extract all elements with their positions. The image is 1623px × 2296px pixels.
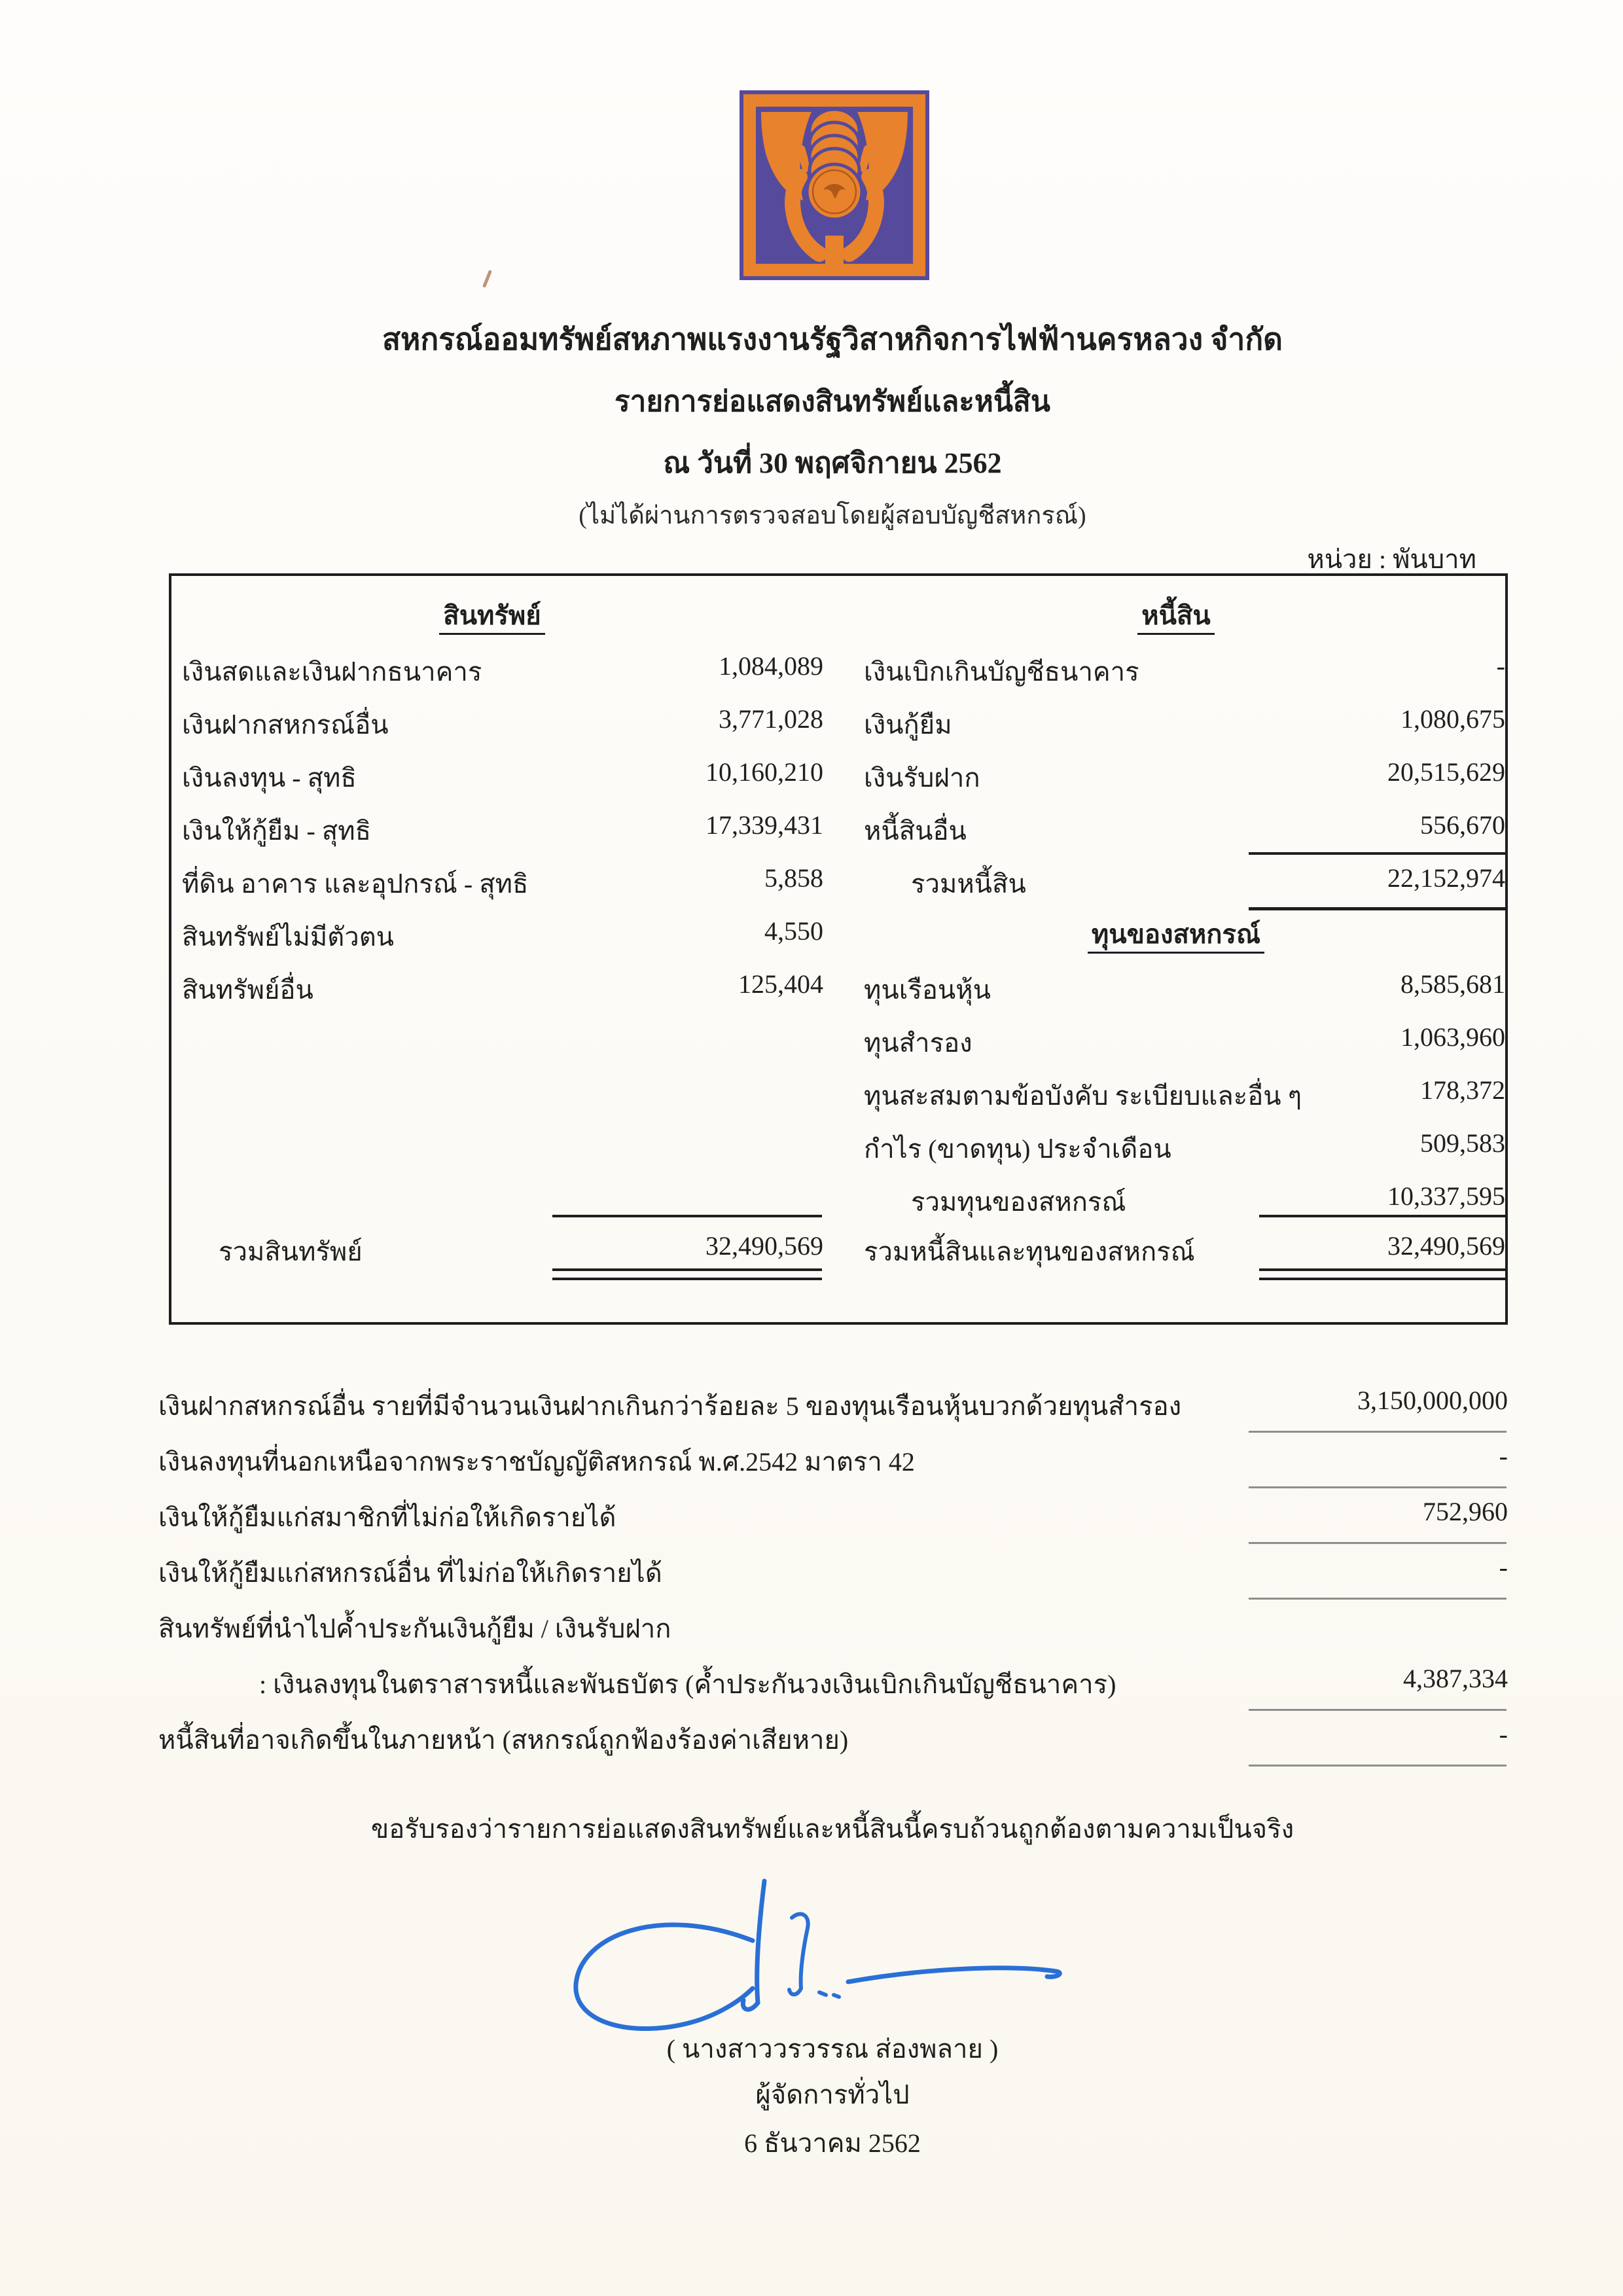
- report-date: ณ วันที่ 30 พฤศจิกายน 2562: [663, 447, 1002, 479]
- asset-row-label: สินทรัพย์อื่น: [182, 975, 313, 1005]
- asset-row-label: ที่ดิน อาคาร และอุปกรณ์ - สุทธิ: [182, 869, 529, 899]
- liability-row-value: 1,080,675: [1400, 704, 1505, 734]
- liability-row-label: หนี้สินอื่น: [864, 816, 967, 846]
- audit-note: (ไม่ได้ผ่านการตรวจสอบโดยผู้สอบบัญชีสหกรณ์): [579, 502, 1086, 529]
- total-liabilities-label: รวมหนี้สิน: [911, 869, 1026, 899]
- asset-row-label: เงินฝากสหกรณ์อื่น: [182, 710, 389, 740]
- report-title: รายการย่อแสดงสินทรัพย์และหนี้สิน: [615, 386, 1050, 418]
- cooperative-logo-icon: [740, 90, 929, 280]
- liability-row-value: -: [1496, 651, 1505, 681]
- note-row-value: -: [1499, 1441, 1508, 1471]
- asset-row-label: เงินสดและเงินฝากธนาคาร: [182, 657, 482, 687]
- balance-sheet-table: [169, 573, 1508, 1325]
- liability-row-label: เงินรับฝาก: [864, 763, 980, 793]
- signature-icon: [556, 1872, 1093, 2052]
- certification-statement: ขอรับรองว่ารายการย่อแสดงสินทรัพย์และหนี้สินนี้ครบถ้วนถูกต้องตามความเป็นจริง: [370, 1814, 1294, 1844]
- note-row-label: : เงินลงทุนในตราสารหนี้และพันธบัตร (ค้ำประกันวงเงินเบิกเกินบัญชีธนาคาร): [259, 1670, 1116, 1699]
- equity-row-value: 178,372: [1420, 1075, 1505, 1105]
- note-row-label: เงินลงทุนที่นอกเหนือจากพระราชบัญญัติสหกรณ์ พ.ศ.2542 มาตรา 42: [158, 1447, 915, 1477]
- note-row-label: หนี้สินที่อาจเกิดขึ้นในภายหน้า (สหกรณ์ถูกฟ้องร้องค่าเสียหาย): [158, 1725, 849, 1755]
- asset-row-value: 1,084,089: [719, 651, 823, 681]
- note-row-label: สินทรัพย์ที่นำไปค้ำประกันเงินกู้ยืม / เงินรับฝาก: [158, 1614, 671, 1643]
- asset-row-label: สินทรัพย์ไม่มีตัวตน: [182, 922, 395, 952]
- equity-row-value: 509,583: [1420, 1128, 1505, 1158]
- note-row-value: 4,387,334: [1403, 1664, 1508, 1693]
- asset-row-label: เงินให้กู้ยืม - สุทธิ: [182, 816, 371, 846]
- equity-row-value: 8,585,681: [1400, 969, 1505, 999]
- total-assets-value: 32,490,569: [705, 1231, 823, 1261]
- equity-row-value: 1,063,960: [1400, 1022, 1505, 1052]
- asset-row-value: 125,404: [738, 969, 823, 999]
- asset-row-value: 10,160,210: [705, 757, 823, 787]
- note-row-value: 752,960: [1423, 1497, 1508, 1526]
- grand-total-label: รวมหนี้สินและทุนของสหกรณ์: [864, 1237, 1195, 1266]
- note-row-label: เงินฝากสหกรณ์อื่น รายที่มีจำนวนเงินฝากเกินกว่าร้อยละ 5 ของทุนเรือนหุ้นบวกด้วยทุนสำรอง: [158, 1391, 1182, 1421]
- asset-row-value: 17,339,431: [705, 810, 823, 840]
- total-equity-value: 10,337,595: [1387, 1181, 1505, 1211]
- scan-stray-mark: [482, 270, 492, 288]
- equity-row-label: กำไร (ขาดทุน) ประจำเดือน: [864, 1134, 1171, 1164]
- note-row-value: 3,150,000,000: [1357, 1386, 1508, 1415]
- org-title: สหกรณ์ออมทรัพย์สหภาพแรงงานรัฐวิสาหกิจการไฟฟ้านครหลวง จำกัด: [382, 323, 1283, 356]
- note-row-label: เงินให้กู้ยืมแก่สมาชิกที่ไม่ก่อให้เกิดรายได้: [158, 1503, 616, 1532]
- equity-row-label: ทุนเรือนหุ้น: [864, 975, 991, 1005]
- note-row-value: -: [1499, 1719, 1508, 1749]
- liabilities-header: หนี้สิน: [957, 594, 1395, 636]
- asset-row-value: 3,771,028: [719, 704, 823, 734]
- sign-date: 6 ธันวาคม 2562: [744, 2128, 921, 2158]
- equity-row-label: ทุนสะสมตามข้อบังคับ ระเบียบและอื่น ๆ: [864, 1081, 1302, 1111]
- liability-row-label: เงินกู้ยืม: [864, 710, 952, 740]
- hands-holding-coins-icon: [740, 90, 929, 280]
- signer-title: ผู้จัดการทั่วไป: [755, 2080, 910, 2109]
- asset-row-value: 5,858: [764, 863, 823, 893]
- equity-row-label: ทุนสำรอง: [864, 1028, 972, 1058]
- asset-row-value: 4,550: [764, 916, 823, 946]
- total-liabilities-value: 22,152,974: [1387, 863, 1505, 893]
- assets-header: สินทรัพย์: [276, 594, 708, 636]
- liability-row-value: 20,515,629: [1387, 757, 1505, 787]
- signer-name: ( นางสาววรวรรณ ส่องพลาย ): [666, 2034, 999, 2064]
- equity-header: ทุนของสหกรณ์: [957, 913, 1395, 955]
- note-row-label: เงินให้กู้ยืมแก่สหกรณ์อื่น ที่ไม่ก่อให้เกิดรายได้: [158, 1558, 662, 1588]
- note-row-value: -: [1499, 1552, 1508, 1582]
- asset-row-label: เงินลงทุน - สุทธิ: [182, 763, 357, 793]
- liability-row-label: เงินเบิกเกินบัญชีธนาคาร: [864, 657, 1139, 687]
- total-equity-label: รวมทุนของสหกรณ์: [911, 1187, 1126, 1217]
- total-assets-label: รวมสินทรัพย์: [219, 1237, 363, 1266]
- liability-row-value: 556,670: [1420, 810, 1505, 840]
- grand-total-value: 32,490,569: [1387, 1231, 1505, 1261]
- unit-label: หน่วย : พันบาท: [1307, 545, 1476, 574]
